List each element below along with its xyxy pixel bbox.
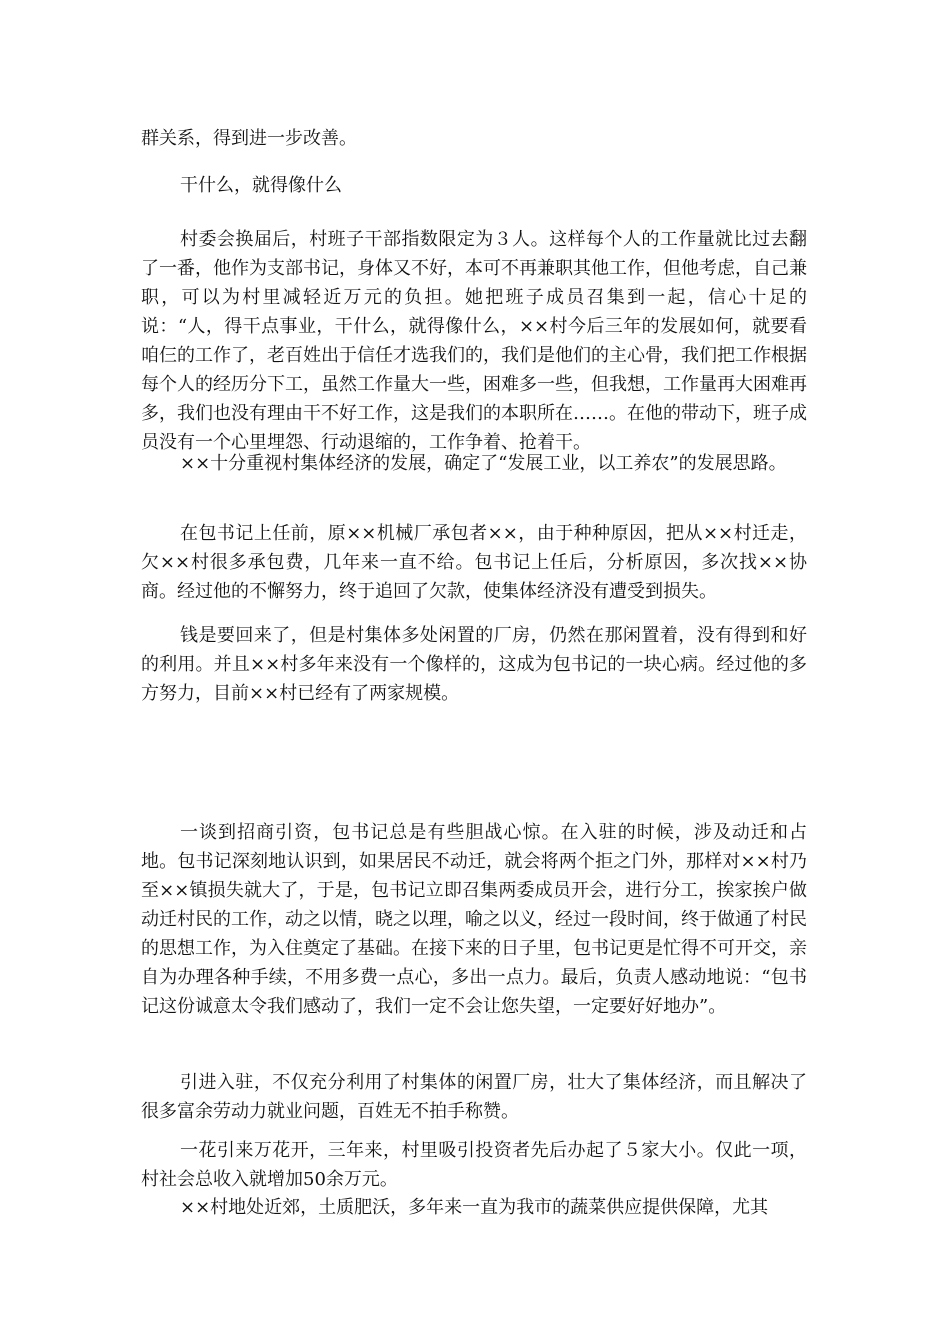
paragraph: 在包书记上任前，原××机械厂承包者××，由于种种原因，把从××村迁走，欠××村很多承包费，几年来一直不给。包书记上任后，分析原因，多次找××协商。经过他的不懈努力，终于追回了欠款，使集体经济没有遭受到损失。 [141,523,807,602]
section-heading: 干什么，就得像什么 [180,175,342,196]
paragraph: 村委会换届后，村班子干部指数限定为３人。这样每个人的工作量就比过去翻了一番，他作为支部书记，身体又不好，本可不再兼职其他工作，但他考虑，自己兼职，可以为村里减轻近万元的负担。她把班子成员召集到一起，信心十足的说：“人，得干点事业，干什么，就得像什么，××村今后三年的发展如何，就要看咱仨的工作了，老百姓出于信任才选我们的，我们是他们的主心骨，我们把工作根据每个人的经历分下工，虽然工作量大一些，困难多一些，但我想，工作量再大困难再多，我们也没有理由干不好工作，这是我们的本职所在……。在他的带动下，班子成员没有一个心里埋怨、行动退缩的，工作争着、抢着干。 [141,229,807,453]
paragraph: 一花引来万花开，三年来，村里吸引投资者先后办起了５家大小。仅此一项，村社会总收入就增加50余万元。 [141,1140,807,1190]
paragraph-truncated: ××村地处近郊，土质肥沃，多年来一直为我市的蔬菜供应提供保障，尤其 [180,1197,769,1218]
paragraph-continuation: 群关系，得到进一步改善。 [141,128,357,149]
paragraph: 引进入驻，不仅充分利用了村集体的闲置厂房，壮大了集体经济，而且解决了很多富余劳动力就业问题，百姓无不拍手称赞。 [141,1072,807,1122]
paragraph: 一谈到招商引资，包书记总是有些胆战心惊。在入驻的时候，涉及动迁和占地。包书记深刻地认识到，如果居民不动迁，就会将两个拒之门外，那样对××村乃至××镇损失就大了，于是，包书记立即召集两委成员开会，进行分工，挨家挨户做动迁村民的工作，动之以情，晓之以理，喻之以义，经过一段时间，终于做通了村民的思想工作，为入住奠定了基础。在接下来的日子里，包书记更是忙得不可开交，亲自为办理各种手续，不用多费一点心，多出一点力。最后，负责人感动地说：“包书记这份诚意太令我们感动了，我们一定不会让您失望，一定要好好地办”。 [141,822,807,1017]
paragraph: ××十分重视村集体经济的发展，确定了“发展工业，以工养农”的发展思路。 [180,453,787,474]
paragraph: 钱是要回来了，但是村集体多处闲置的厂房，仍然在那闲置着，没有得到和好的利用。并且××村多年来没有一个像样的，这成为包书记的一块心病。经过他的多方努力，目前××村已经有了两家规模。 [141,625,807,704]
